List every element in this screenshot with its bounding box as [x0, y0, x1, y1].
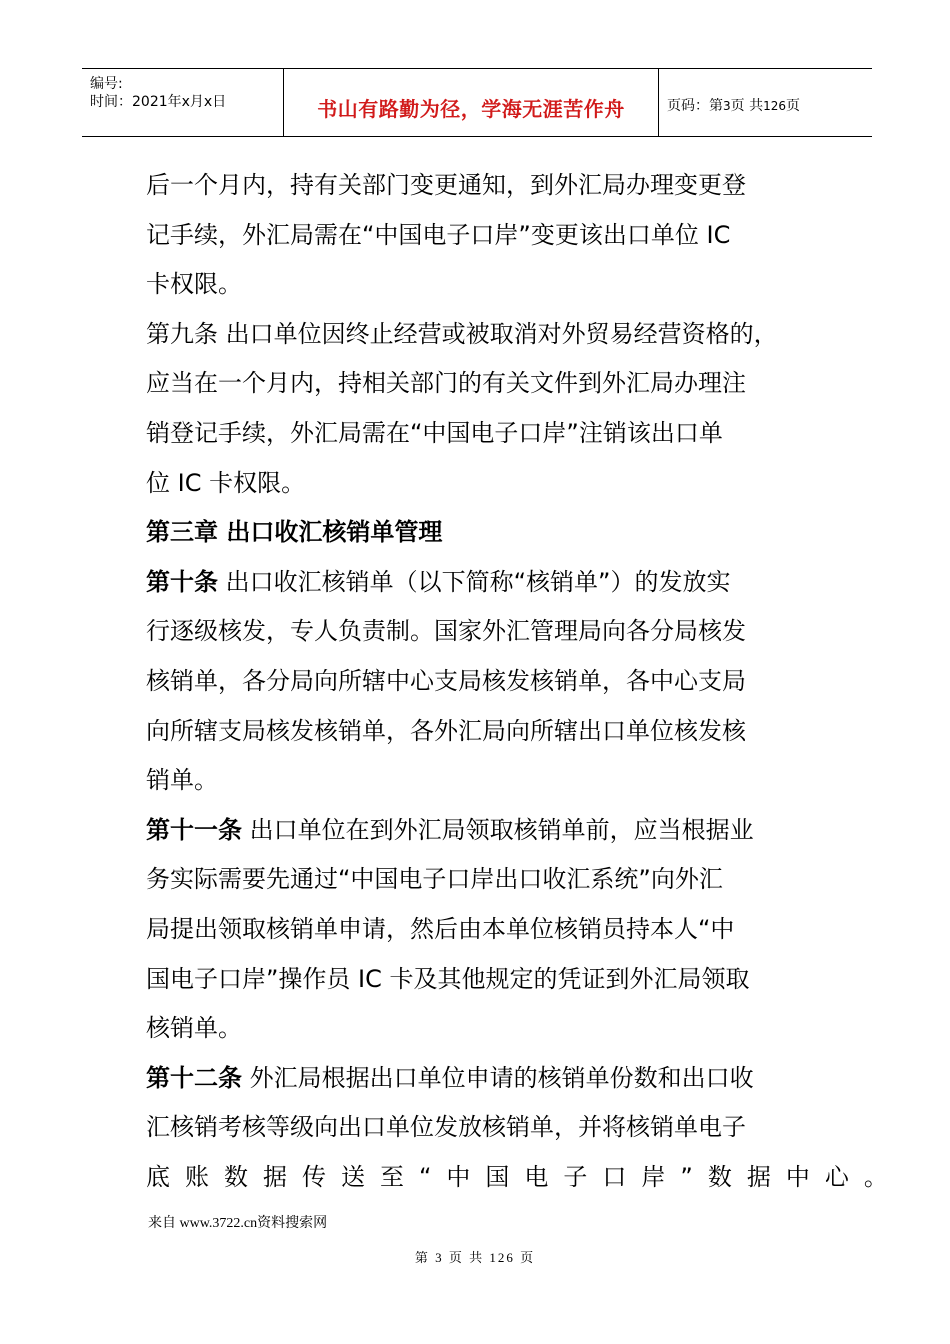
line-text: 核销单。	[146, 1014, 242, 1043]
text-line	[146, 359, 816, 409]
text-line	[146, 459, 816, 509]
line-text: 汇核销考核等级向出口单位发放核销单，并将核销单电子	[146, 1113, 746, 1142]
document-time-label: 时间：2021年x月x日	[90, 94, 227, 110]
text-line	[146, 558, 816, 608]
line-text: 出口收汇核销单（以下简称“核销单”）的发放实	[218, 567, 731, 596]
line-text: 销单。	[146, 766, 218, 795]
line-text: 卡权限。	[146, 270, 242, 299]
line-text: 外汇局根据出口单位申请的核销单份数和出口收	[242, 1063, 754, 1092]
text-line	[146, 905, 816, 955]
chapter-heading: 第三章 出口收汇核销单管理	[146, 518, 443, 547]
document-number-label: 编号:	[90, 76, 123, 92]
page-end: 页	[786, 98, 800, 114]
page-current: 3	[723, 99, 731, 113]
text-line	[146, 756, 816, 806]
line-text: 局提出领取核销单申请，然后由本单位核销员持本人“中	[146, 914, 735, 943]
text-line	[146, 508, 816, 558]
line-text: 第九条 出口单位因终止经营或被取消对外贸易经营资格的，	[146, 319, 778, 348]
header-motto: 书山有路勤为径，学海无涯苦作舟	[317, 97, 625, 121]
text-line	[146, 161, 816, 211]
text-line	[146, 806, 816, 856]
page-footer: 第 3 页 共 126 页	[414, 1250, 536, 1265]
text-line	[146, 211, 816, 261]
text-line	[146, 1153, 903, 1203]
text-line	[146, 855, 816, 905]
line-text: 行逐级核发，专人负责制。国家外汇管理局向各分局核发	[146, 617, 746, 646]
line-text: 位 IC 卡权限。	[146, 468, 306, 497]
page-label: 页码：第	[667, 98, 723, 114]
header-motto-cell	[284, 69, 659, 136]
article-number: 第十条	[146, 567, 218, 596]
line-text: 应当在一个月内，持相关部门的有关文件到外汇局办理注	[146, 369, 746, 398]
text-line	[146, 657, 816, 707]
text-line	[146, 607, 816, 657]
line-text: 向所辖支局核发核销单，各外汇局向所辖出口单位核发核	[146, 716, 746, 745]
text-line	[146, 310, 816, 360]
line-text: 记手续，外汇局需在“中国电子口岸”变更该出口单位 IC	[146, 220, 731, 249]
text-line	[146, 1054, 816, 1104]
header-page-info	[667, 95, 800, 115]
line-text: 务实际需要先通过“中国电子口岸出口收汇系统”向外汇	[146, 865, 723, 894]
text-line	[146, 955, 816, 1005]
header-meta-cell	[82, 69, 284, 136]
line-text: 销登记手续，外汇局需在“中国电子口岸”注销该出口单	[146, 418, 723, 447]
page-total: 126	[763, 99, 786, 113]
article-number: 第十二条	[146, 1063, 242, 1092]
text-line	[146, 1103, 816, 1153]
text-line	[146, 1004, 816, 1054]
line-text: 出口单位在到外汇局领取核销单前，应当根据业	[242, 815, 754, 844]
text-line	[146, 260, 816, 310]
justified-text: 底账数据传送至“中国电子口岸”数据中心。	[146, 1162, 903, 1191]
text-line	[146, 409, 816, 459]
page-mid: 页 共	[730, 98, 764, 114]
page-header	[82, 68, 872, 137]
header-page-cell	[659, 69, 872, 136]
line-text: 核销单，各分局向所辖中心支局核发核销单，各中心支局	[146, 666, 746, 695]
article-number: 第十一条	[146, 815, 242, 844]
line-text: 后一个月内，持有关部门变更通知，到外汇局办理变更登	[146, 171, 746, 199]
line-text: 国电子口岸”操作员 IC 卡及其他规定的凭证到外汇局领取	[146, 964, 750, 993]
text-line	[146, 707, 816, 757]
source-note: 来自 www.3722.cn资料搜索网	[148, 1216, 328, 1231]
document-body	[146, 161, 903, 1202]
